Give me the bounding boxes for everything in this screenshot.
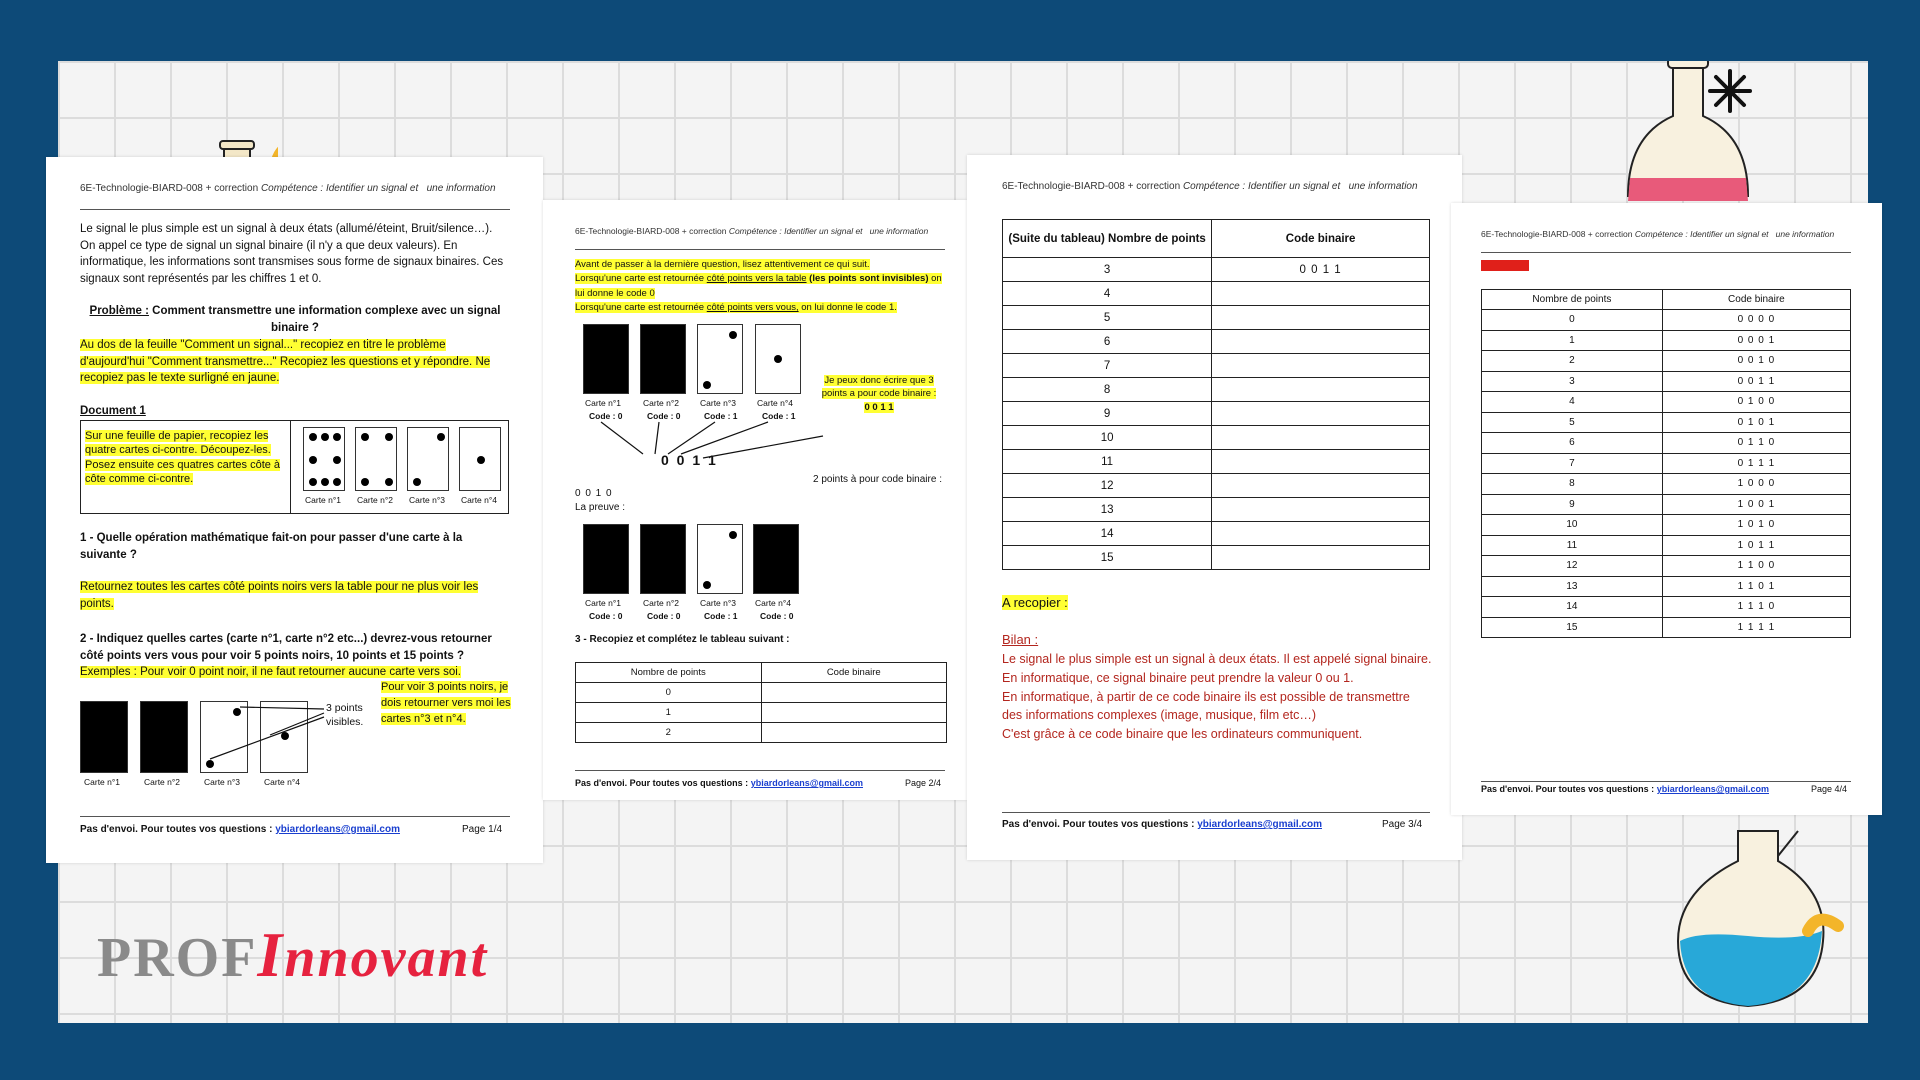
points-cell: 4 <box>1482 392 1663 413</box>
points-cell: 13 <box>1003 498 1212 522</box>
footer-rule <box>575 770 945 771</box>
page-footer: Pas d'envoi. Pour toutes vos questions : ybiardorleans@gmail.com Page 1/4 <box>80 824 503 835</box>
table-row <box>1003 498 1430 522</box>
table-header: (Suite du tableau) Nombre de points <box>1003 220 1212 258</box>
table-row <box>1482 617 1851 638</box>
page-number: Page 1/4 <box>462 824 503 835</box>
points-cell: 14 <box>1003 522 1212 546</box>
card-label: Carte n°1 <box>585 598 622 608</box>
points-cell: 8 <box>1482 474 1663 495</box>
table-row <box>1003 330 1430 354</box>
card-label: Carte n°4 <box>264 777 301 787</box>
card-2-black <box>640 324 686 394</box>
table-row <box>1482 330 1851 351</box>
card-8-points <box>303 427 345 491</box>
binary-result: 0 0 1 1 <box>661 452 718 468</box>
table-row <box>1003 354 1430 378</box>
points-cell: 0 <box>1482 310 1663 331</box>
document-1-box <box>80 420 509 514</box>
problem-statement: Problème : Comment transmettre une information complexe avec un signal binaire ? <box>89 305 501 334</box>
table-header: Code binaire <box>1212 220 1430 258</box>
question-2: 2 - Indiquez quelles cartes (carte n°1, carte n°2 etc...) devrez-vous retourner côté points vers vous pour voir 5 points noirs, 10 points et 15 points ? <box>80 633 492 662</box>
table-row <box>1482 371 1851 392</box>
footer-rule <box>1002 812 1430 813</box>
table-header: Code binaire <box>1662 290 1850 310</box>
card-2-black <box>640 524 686 594</box>
binary-code-cell: 0 0 0 1 <box>1662 330 1850 351</box>
points-table <box>575 662 947 743</box>
table-row: 0 <box>576 683 947 703</box>
table-header: Code binaire <box>761 663 947 683</box>
table-row <box>1003 402 1430 426</box>
table-row <box>1003 546 1430 570</box>
points-cell: 9 <box>1482 494 1663 515</box>
points-cell: 8 <box>1003 378 1212 402</box>
table-row <box>1482 494 1851 515</box>
flask-decoration <box>1618 61 1788 206</box>
binary-code-cell: 0 0 1 1 <box>1662 371 1850 392</box>
card-code: Code : 1 <box>704 611 738 621</box>
bilan-text: Le signal le plus simple est un signal à deux états. Il est appelé signal binaire. En informatique, ce signal binaire peut prendre la valeur 0 ou 1. En informatique, à partir de ce code binaire ils est possible de transmettre des informations complexes (image, musique, film etc…) C'est grâce à ce code binaire que les ordinateurs communiquent. <box>1002 652 1432 741</box>
binary-code-cell: 0 1 0 0 <box>1662 392 1850 413</box>
binary-code-cell: 0 1 0 1 <box>1662 412 1850 433</box>
card-label: Carte n°3 <box>409 495 446 505</box>
card-label: Carte n°2 <box>643 398 680 408</box>
binary-code-cell <box>1212 498 1430 522</box>
document-page-2 <box>543 200 967 800</box>
card-code: Code : 1 <box>704 411 738 421</box>
points-cell: 10 <box>1482 515 1663 536</box>
page-footer: Pas d'envoi. Pour toutes vos questions : ybiardorleans@gmail.com Page 4/4 <box>1481 784 1848 794</box>
example-arrows <box>196 697 326 777</box>
binary-code-cell <box>1212 546 1430 570</box>
binary-code-cell <box>1212 402 1430 426</box>
card-code: Code : 0 <box>589 411 623 421</box>
card-label: Carte n°3 <box>700 398 737 408</box>
table-row <box>1003 258 1430 282</box>
document-1-text: Sur une feuille de papier, recopiez les quatre cartes ci-contre. Découpez-les. Posez ensuite ces quatres cartes côte à côte comme ci-contre. <box>85 430 281 485</box>
code-note-highlight: Je peux donc écrire que 3 points a pour code binaire : 0 0 1 1 <box>821 375 937 413</box>
points-cell: 11 <box>1003 450 1212 474</box>
card-4-points <box>355 427 397 491</box>
binary-code-cell <box>1212 474 1430 498</box>
page-header: 6E-Technologie-BIARD-008 + correction Compétence : Identifier un signal et une information <box>575 226 929 236</box>
page-number: Page 2/4 <box>905 778 942 788</box>
table-row <box>1482 453 1851 474</box>
card-1-black <box>583 524 629 594</box>
table-row <box>1482 515 1851 536</box>
binary-code-cell: 1 0 0 0 <box>1662 474 1850 495</box>
table-row <box>1003 450 1430 474</box>
instruction-highlight: Au dos de la feuille "Comment un signal..." recopiez en titre le problème d'aujourd'hui "Comment transmettre..." Recopiez les questions et y répondre. Ne recopiez pas le texte surligné en jaune. <box>80 339 491 385</box>
table-row <box>1003 426 1430 450</box>
points-cell: 3 <box>1482 371 1663 392</box>
table-header: Nombre de points <box>1482 290 1663 310</box>
binary-code-cell: 1 1 0 0 <box>1662 556 1850 577</box>
question-1: 1 - Quelle opération mathématique fait-on pour passer d'une carte à la suivante ? <box>80 532 463 561</box>
points-cell: 6 <box>1482 433 1663 454</box>
card-label: Carte n°4 <box>461 495 498 505</box>
card-4-visible <box>755 324 801 394</box>
points-cell: 1 <box>1482 330 1663 351</box>
question-3: 3 - Recopiez et complétez le tableau suivant : <box>575 634 790 645</box>
recopier-highlight: A recopier : <box>1002 595 1068 610</box>
header-rule <box>1481 252 1851 253</box>
card-label: Carte n°2 <box>643 598 680 608</box>
card-code: Code : 0 <box>647 411 681 421</box>
table-row <box>1482 576 1851 597</box>
card-2-black <box>140 701 188 773</box>
email-link[interactable]: ybiardorleans@gmail.com <box>750 778 863 788</box>
points-cell: 15 <box>1003 546 1212 570</box>
card-1-black <box>583 324 629 394</box>
points-cell: 13 <box>1482 576 1663 597</box>
binary-code-cell: 1 0 1 0 <box>1662 515 1850 536</box>
points-cell: 10 <box>1003 426 1212 450</box>
email-link[interactable]: ybiardorleans@gmail.com <box>275 824 400 835</box>
round-flask-decoration <box>1638 791 1868 1023</box>
page-footer: Pas d'envoi. Pour toutes vos questions : ybiardorleans@gmail.com Page 2/4 <box>575 778 942 788</box>
document-page-4 <box>1451 203 1882 815</box>
two-points-text: 2 points à pour code binaire : <box>813 474 942 485</box>
points-cell: 7 <box>1482 453 1663 474</box>
card-code: Code : 0 <box>589 611 623 621</box>
proof-label: La preuve : <box>575 502 626 513</box>
table-row: 2 <box>576 723 947 743</box>
header-rule <box>575 249 945 250</box>
answer-1-highlight: Retournez toutes les cartes côté points noirs vers la table pour ne plus voir les points. <box>80 581 479 610</box>
answer-2-highlight: Pour voir 3 points noirs, je dois retourner vers moi les cartes n°3 et n°4. <box>381 681 511 725</box>
table-row <box>1482 412 1851 433</box>
points-cell: 3 <box>1003 258 1212 282</box>
points-cell: 12 <box>1482 556 1663 577</box>
card-1-point <box>459 427 501 491</box>
card-label: Carte n°1 <box>585 398 622 408</box>
binary-code-cell: 1 1 0 1 <box>1662 576 1850 597</box>
card-2-points <box>407 427 449 491</box>
page-header: 6E-Technologie-BIARD-008 + correction Compétence : Identifier un signal et une information <box>80 183 496 194</box>
table-row <box>1003 378 1430 402</box>
code-arrows <box>593 418 893 468</box>
document-1-title: Document 1 <box>80 405 146 417</box>
points-cell: 7 <box>1003 354 1212 378</box>
binary-table-complete <box>1481 289 1851 638</box>
page-footer: Pas d'envoi. Pour toutes vos questions : ybiardorleans@gmail.com Page 3/4 <box>1002 819 1423 830</box>
table-row <box>1482 392 1851 413</box>
card-label: Carte n°4 <box>757 398 794 408</box>
table-header: Nombre de points <box>576 663 762 683</box>
table-row <box>1482 597 1851 618</box>
points-cell: 2 <box>1482 351 1663 372</box>
table-row: 1 <box>576 703 947 723</box>
table-row <box>1482 535 1851 556</box>
table-row <box>1482 556 1851 577</box>
binary-code-cell: 0 1 1 0 <box>1662 433 1850 454</box>
binary-code-cell <box>1212 426 1430 450</box>
footer-rule <box>1481 781 1851 782</box>
table-row <box>1482 433 1851 454</box>
card-code: Code : 0 <box>647 611 681 621</box>
table-row <box>1003 474 1430 498</box>
bilan-title: Bilan : <box>1002 632 1039 647</box>
binary-code-cell <box>1212 282 1430 306</box>
document-page-3 <box>967 155 1462 860</box>
binary-code-cell <box>1212 522 1430 546</box>
binary-code-cell: 0 1 1 1 <box>1662 453 1850 474</box>
binary-code-cell <box>1212 306 1430 330</box>
table-row <box>1003 282 1430 306</box>
two-points-code: 0 0 1 0 <box>575 488 613 499</box>
points-cell: 14 <box>1482 597 1663 618</box>
binary-code-cell: 0 0 0 0 <box>1662 310 1850 331</box>
header-rule <box>80 209 510 210</box>
points-cell: 4 <box>1003 282 1212 306</box>
card-label: Carte n°2 <box>144 777 181 787</box>
card-label: Carte n°3 <box>700 598 737 608</box>
card-label: Carte n°4 <box>755 598 792 608</box>
card-code: Code : 0 <box>760 611 794 621</box>
table-row <box>1482 474 1851 495</box>
table-row <box>1482 310 1851 331</box>
binary-code-cell <box>1212 450 1430 474</box>
table-row <box>1482 351 1851 372</box>
binary-code-cell: 0 0 1 1 <box>1212 258 1430 282</box>
profinnovant-logo: PROFInnovant <box>97 919 489 990</box>
page-header: 6E-Technologie-BIARD-008 + correction Compétence : Identifier un signal et une information <box>1002 181 1418 192</box>
card-1-black <box>80 701 128 773</box>
binary-code-cell <box>1212 354 1430 378</box>
red-highlight-mark <box>1481 260 1529 271</box>
points-cell: 5 <box>1482 412 1663 433</box>
email-link[interactable]: ybiardorleans@gmail.com <box>1656 784 1769 794</box>
binary-code-cell: 1 0 1 1 <box>1662 535 1850 556</box>
binary-code-cell: 1 1 1 1 <box>1662 617 1850 638</box>
points-cell: 12 <box>1003 474 1212 498</box>
binary-code-cell: 0 0 1 0 <box>1662 351 1850 372</box>
card-3-visible <box>697 324 743 394</box>
points-cell: 15 <box>1482 617 1663 638</box>
card-label: Carte n°2 <box>357 495 394 505</box>
binary-table-continued <box>1002 219 1430 570</box>
page-number: Page 3/4 <box>1382 819 1423 830</box>
card-4-black <box>753 524 799 594</box>
card-code: Code : 1 <box>762 411 796 421</box>
page-header: 6E-Technologie-BIARD-008 + correction Compétence : Identifier un signal et une information <box>1481 229 1835 239</box>
points-visible-note: 3 points visibles. <box>326 702 364 728</box>
document-page-1 <box>46 157 543 863</box>
card-label: Carte n°1 <box>84 777 121 787</box>
table-row <box>1003 522 1430 546</box>
card-label: Carte n°1 <box>305 495 342 505</box>
email-link[interactable]: ybiardorleans@gmail.com <box>1197 819 1322 830</box>
page-number: Page 4/4 <box>1811 784 1848 794</box>
binary-code-cell: 1 0 0 1 <box>1662 494 1850 515</box>
intro-highlight: Avant de passer à la dernière question, lisez attentivement ce qui suit. Lorsqu'une carte est retournée côté points vers la table (les points sont invisibles) on lui donne le code 0 Lorsqu'une carte est retournée côté points vers vous, on lui donne le code 1. <box>575 259 942 313</box>
footer-rule <box>80 816 510 817</box>
binary-code-cell <box>1212 378 1430 402</box>
points-cell: 5 <box>1003 306 1212 330</box>
points-cell: 9 <box>1003 402 1212 426</box>
points-cell: 11 <box>1482 535 1663 556</box>
binary-code-cell: 1 1 1 0 <box>1662 597 1850 618</box>
card-label: Carte n°3 <box>204 777 241 787</box>
example-highlight: Exemples : Pour voir 0 point noir, il ne faut retourner aucune carte vers soi. <box>80 666 461 678</box>
table-row <box>1003 306 1430 330</box>
points-cell: 6 <box>1003 330 1212 354</box>
binary-code-cell <box>1212 330 1430 354</box>
intro-paragraph: Le signal le plus simple est un signal à deux états (allumé/éteint, Bruit/silence…). On appel ce type de signal un signal binaire (il n'y a que deux valeurs). En informatique, les informations sont transmises sous forme de signaux binaires. Ces signaux sont représentés par les chiffres 1 et 0. <box>80 223 504 286</box>
card-3-visible <box>697 524 743 594</box>
